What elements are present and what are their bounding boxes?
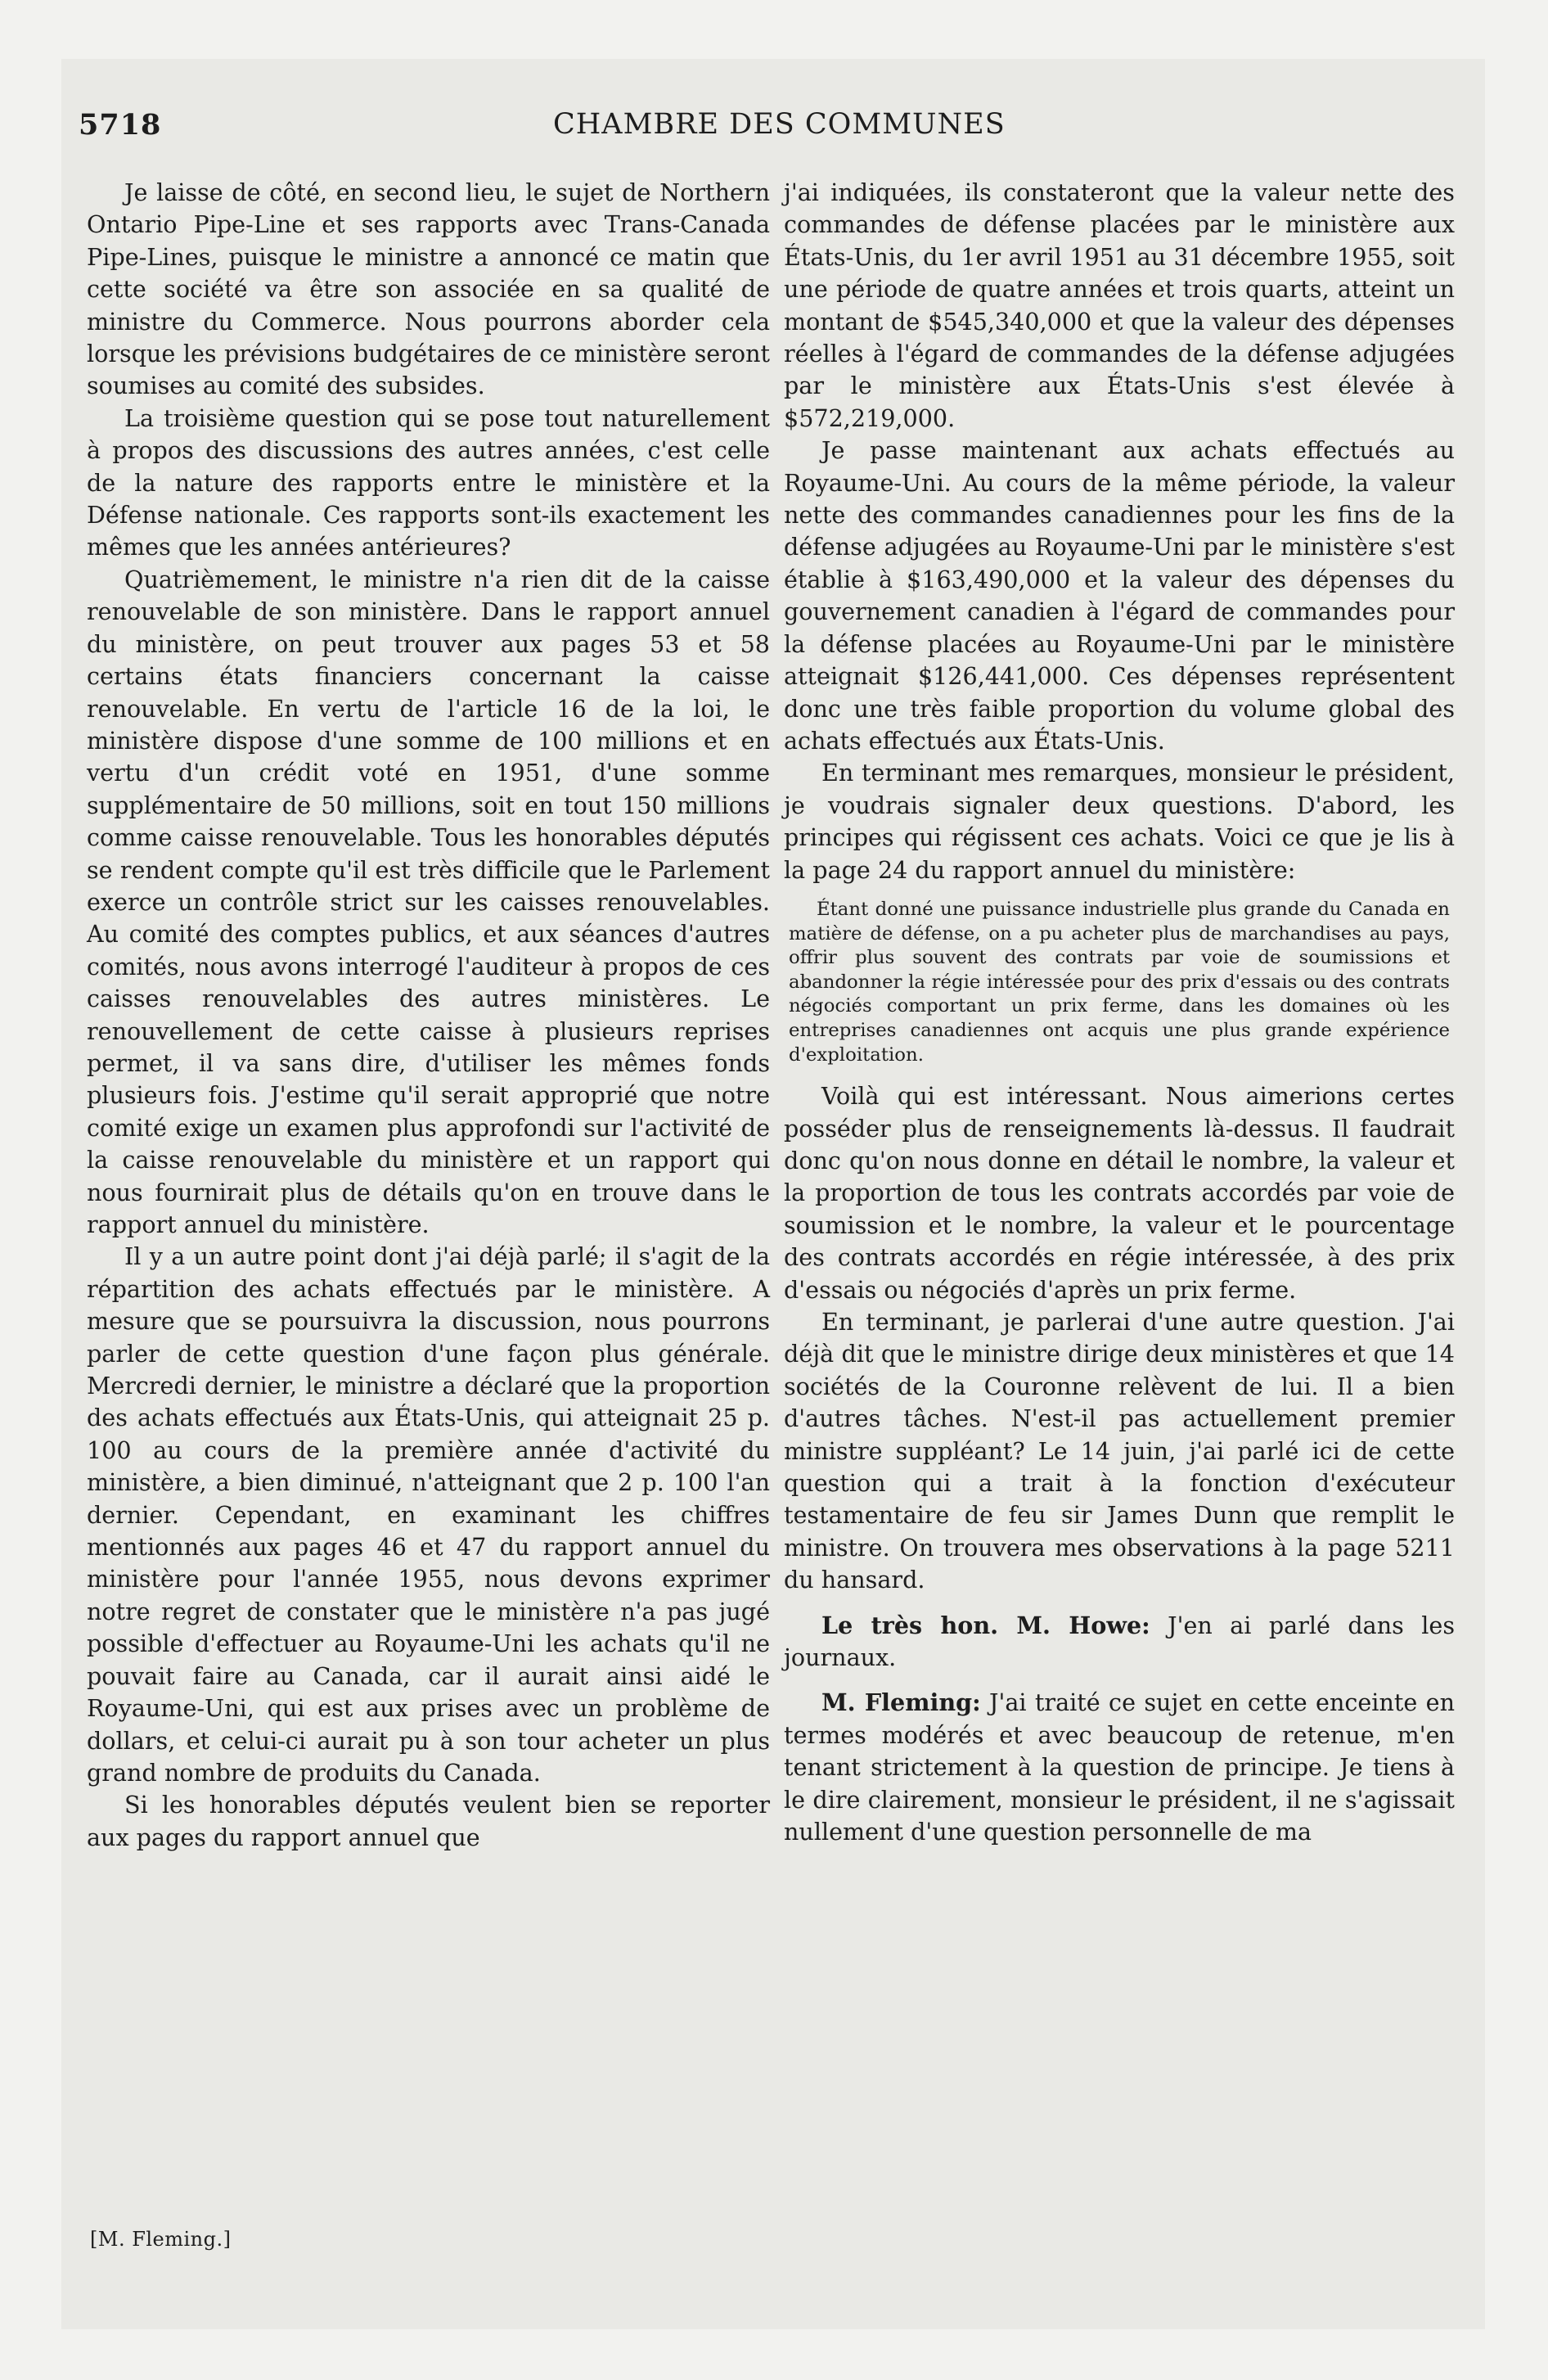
right-column	[784, 177, 1455, 1848]
speaker-name: M. Fleming:	[821, 1688, 981, 1717]
paragraph: Voilà qui est intéressant. Nous aimerions certes posséder plus de renseignements là-dessus. Il faudrait donc qu'on nous donne en détail le nombre, la valeur et la proportion de tous les contrats accordés par voie de soumission et le nombre, la valeur et le pourcentage des contrats accordés en régie intéressée, à des prix d'essais ou négociés d'après un prix ferme.	[784, 1082, 1455, 1304]
speech-howe	[784, 1610, 1455, 1675]
paragraph: Quatrièmement, le ministre n'a rien dit de la caisse renouvelable de son ministère. Dans le rapport annuel du ministère, on peut trouver aux pages 53 et 58 certains états financiers concernant la caisse renouvelable. En vertu de l'article 16 de la loi, le ministère dispose d'une somme de 100 millions et en vertu d'un crédit voté en 1951, d'une somme supplémentaire de 50 millions, soit en tout 150 millions comme caisse renouvelable. Tous les honorables députés se rendent compte qu'il est très difficile que le Parlement exerce un contrôle strict sur les caisses renouvelables. Au comité des comptes publics, et aux séances d'autres comités, nous avons interrogé l'auditeur à propos de ces caisses renouvelables des autres ministères. Le renouvellement de cette caisse à plusieurs reprises permet, il va sans dire, d'utiliser les mêmes fonds plusieurs fois. J'estime qu'il serait approprié que notre comité exige un examen plus approfondi sur l'activité de la caisse renouvelable du ministère et un rapport qui nous fournirait plus de détails qu'on en trouve dans le rapport annuel du ministère.	[87, 565, 770, 1238]
paragraph: Si les honorables députés veulent bien se reporter aux pages du rapport annuel que	[87, 1791, 770, 1851]
page-number: 5718	[79, 108, 162, 142]
running-head	[79, 108, 1456, 157]
paragraph: Il y a un autre point dont j'ai déjà parlé; il s'agit de la répartition des achats effectués par le ministère. A mesure que se poursuivra la discussion, nous pourrons parler de cette question d'une façon plus générale. Mercredi dernier, le ministre a déclaré que la proportion des achats effectués aux États-Unis, qui atteignait 25 p. 100 au cours de la première année d'activité du ministère, a bien diminué, n'atteignant que 2 p. 100 l'an dernier. Cependant, en examinant les chiffres mentionnés aux pages 46 et 47 du rapport annuel du ministère pour l'année 1955, nous devons exprimer notre regret de constater que le ministère n'a pas jugé possible d'effectuer au Royaume-Uni les achats qu'il ne pouvait faire au Canada, car il aurait ainsi aidé le Royaume-Uni, qui est aux prises avec un problème de dollars, et celui-ci aurait pu à son tour acheter un plus grand nombre de produits du Canada.	[87, 1242, 770, 1787]
paragraph: Je laisse de côté, en second lieu, le sujet de Northern Ontario Pipe-Line et ses rapports avec Trans-Canada Pipe-Lines, puisque le ministre a annoncé ce matin que cette société va être son associée en sa qualité de ministre du Commerce. Nous pourrons aborder cela lorsque les prévisions budgétaires de ce ministère seront soumises au comité des subsides.	[87, 178, 770, 400]
paragraph: La troisième question qui se pose tout naturellement à propos des discussions des autres années, c'est celle de la nature des rapports entre le ministère et la Défense nationale. Ces rapports sont-ils exactement les mêmes que les années antérieures?	[87, 403, 770, 561]
paragraph: En terminant mes remarques, monsieur le président, je voudrais signaler deux questions. D'abord, les principes qui régissent ces achats. Voici ce que je lis à la page 24 du rapport annuel du ministère:	[784, 759, 1455, 884]
speech-text: J'en ai parlé dans les journaux.	[784, 1611, 1455, 1671]
paragraph: j'ai indiquées, ils constateront que la valeur nette des commandes de défense placées par le ministère aux États-Unis, du 1er avril 1951 au 31 décembre 1955, soit une période de quatre années et trois quarts, atteint un montant de $545,340,000 et que la valeur des dépenses réelles à l'égard de commandes de la défense adjugées par le ministère aux États-Unis s'est élevée à $572,219,000.	[784, 178, 1455, 432]
speech-text: J'ai traité ce sujet en cette enceinte en termes modérés et avec beaucoup de retenue, m'en tenant strictement à la question de principe. Je tiens à le dire clairement, monsieur le président, il ne s'agissait nullement d'une question personnelle de ma	[784, 1688, 1455, 1846]
paragraph: Je passe maintenant aux achats effectués au Royaume-Uni. Au cours de la même période, la valeur nette des commandes canadiennes pour les fins de la défense adjugées au Royaume-Uni par le ministère s'est établie à $163,490,000 et la valeur des dépenses du gouvernement canadien à l'égard de commandes pour la défense placées au Royaume-Uni par le ministère atteignait $126,441,000. Ces dépenses représentent donc une très faible proportion du volume global des achats effectués aux États-Unis.	[784, 436, 1455, 755]
speaker-name: Le très hon. M. Howe:	[821, 1611, 1150, 1639]
speech-fleming	[784, 1687, 1455, 1848]
paragraph: En terminant, je parlerai d'une autre question. J'ai déjà dit que le ministre dirige deux ministères et que 14 sociétés de la Couronne relèvent de lui. Il a bien d'autres tâches. N'est-il pas actuellement premier ministre suppléant? Le 14 juin, j'ai parlé ici de cette question qui a trait à la fonction d'exécuteur testamentaire de feu sir James Dunn que remplit le ministre. On trouvera mes observations à la page 5211 du hansard.	[784, 1307, 1455, 1594]
page-title: CHAMBRE DES COMMUNES	[553, 108, 1006, 141]
left-column	[87, 177, 770, 1854]
block-quote: Étant donné une puissance industrielle plus grande du Canada en matière de défense, on a pu acheter plus de marchandises au pays, offrir plus souvent des contrats par voie de soumissions et abandonner la régie intéressée pour des prix d'essais ou des contrats négociés comportant un prix ferme, dans les domaines où les entreprises canadiennes ont acquis une plus grande expérience d'exploitation.	[789, 898, 1450, 1066]
speaker-footer-tag: [M. Fleming.]	[90, 2228, 232, 2251]
